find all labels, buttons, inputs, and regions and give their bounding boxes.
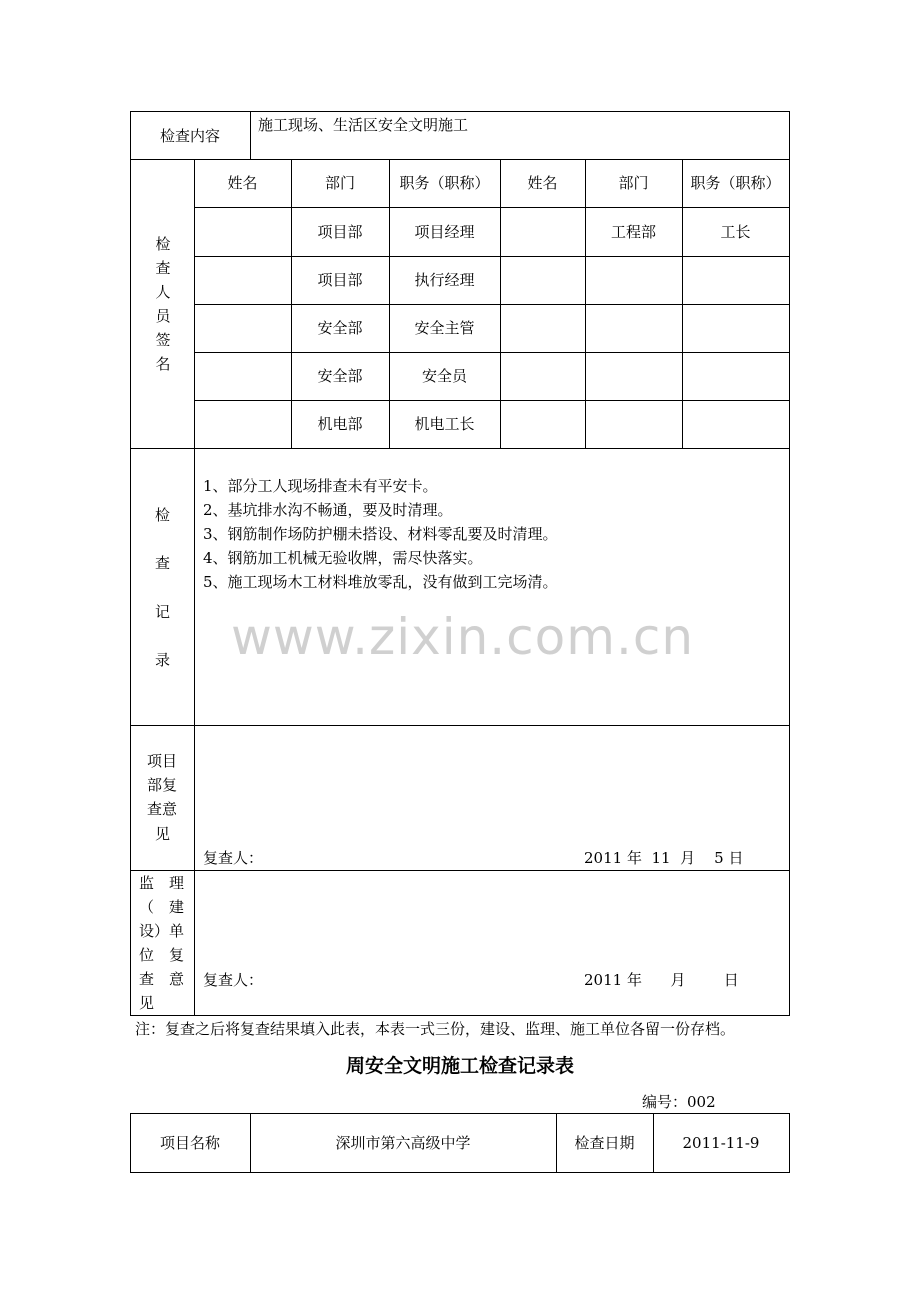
inspectors-label-char: 签 (155, 331, 171, 349)
supervisor-reviewer-label: 复查人： (203, 971, 264, 989)
record-item: 1、部分工人现场排查未有平安卡。 (203, 477, 438, 495)
check-content-label: 检查内容 (160, 127, 221, 145)
header-role-1: 职务（职称） (399, 174, 490, 192)
table-border-top (130, 1113, 790, 1114)
project-review-label-line: 见 (155, 825, 171, 843)
row-divider (194, 352, 790, 353)
project-review-label-line: 项目 (147, 752, 178, 770)
table-border-top (130, 111, 790, 112)
table-cell-dept: 安全部 (317, 367, 363, 385)
supervisor-review-date: 2011 年 月 日 (584, 971, 739, 989)
col-divider (682, 159, 683, 448)
record-item: 3、钢筋制作场防护棚未搭设、材料零乱要及时清理。 (203, 525, 558, 543)
table-cell-role: 项目经理 (414, 223, 475, 241)
check-content-value: 施工现场、生活区安全文明施工 (258, 116, 469, 134)
col-divider (500, 159, 501, 448)
record-label-char: 记 (155, 603, 171, 621)
table-border-bottom (130, 1015, 790, 1016)
table-cell-dept: 机电部 (317, 415, 363, 433)
table-cell-role: 安全员 (421, 367, 467, 385)
record-label-char: 录 (155, 651, 171, 669)
table-cell-role: 工长 (720, 223, 751, 241)
header-name-2: 姓名 (527, 174, 558, 192)
watermark: www.zixin.com.cn (231, 608, 695, 666)
record-label-char: 检 (155, 506, 171, 524)
inspectors-label-char: 员 (155, 307, 171, 325)
record-item: 2、基坑排水沟不畅通，要及时清理。 (203, 501, 453, 519)
record-label-char: 查 (155, 554, 171, 572)
row-divider (130, 159, 790, 160)
supervisor-label-line: 查 意 (139, 970, 185, 988)
header-role-2: 职务（职称） (690, 174, 781, 192)
table-cell-dept: 安全部 (317, 319, 363, 337)
inspectors-label-char: 查 (155, 259, 171, 277)
row-divider (130, 725, 790, 726)
project-name-label: 项目名称 (159, 1134, 220, 1152)
table-cell-role: 执行经理 (414, 271, 475, 289)
record-item: 4、钢筋加工机械无验收牌，需尽快落实。 (203, 549, 483, 567)
row-divider (130, 448, 790, 449)
row-divider (130, 870, 790, 871)
check-date-label: 检查日期 (574, 1134, 635, 1152)
project-review-date: 2011 年 11 月 5 日 (584, 849, 744, 867)
inspectors-label (153, 232, 173, 376)
table-cell-dept: 项目部 (317, 271, 363, 289)
table-cell-dept: 项目部 (317, 223, 363, 241)
project-review-label-line: 部复 (147, 776, 178, 794)
col-divider (194, 870, 195, 1015)
project-review-label-line: 查意 (147, 800, 178, 818)
header-dept-2: 部门 (618, 174, 649, 192)
table-border-right (789, 111, 790, 1016)
inspectors-label-char: 人 (155, 283, 171, 301)
col-divider (291, 159, 292, 448)
table-cell-dept: 工程部 (610, 223, 656, 241)
supervisor-label-line: （ 建 (139, 898, 185, 916)
record-item: 5、施工现场木工材料堆放零乱，没有做到工完场清。 (203, 573, 558, 591)
col-divider (389, 159, 390, 448)
page-title: 周安全文明施工检查记录表 (345, 1055, 574, 1077)
footnote: 注：复查之后将复查结果填入此表，本表一式三份，建设、监理、施工单位各留一份存档。 (135, 1020, 736, 1038)
supervisor-label-line: 见 (139, 994, 155, 1012)
table-border-bottom (130, 1172, 790, 1173)
table-border-left (130, 111, 131, 1016)
table-cell-role: 机电工长 (414, 415, 475, 433)
inspectors-label-char: 检 (155, 235, 171, 253)
row-divider (194, 207, 790, 208)
table-cell-role: 安全主管 (414, 319, 475, 337)
col-divider (585, 159, 586, 448)
header-dept-1: 部门 (324, 174, 355, 192)
form-number: 编号：002 (642, 1093, 716, 1111)
row-divider (194, 400, 790, 401)
header-name-1: 姓名 (227, 174, 258, 192)
table-border-right (789, 1113, 790, 1173)
row-divider (194, 304, 790, 305)
project-reviewer-label: 复查人： (203, 849, 264, 867)
supervisor-label-line: 监 理 (139, 874, 185, 892)
inspectors-label-char: 名 (155, 355, 171, 373)
supervisor-label-line: 位 复 (139, 946, 185, 964)
col-divider (194, 159, 195, 870)
row-divider (194, 256, 790, 257)
check-date-value: 2011-11-9 (682, 1134, 760, 1152)
col-divider (250, 111, 251, 159)
supervisor-label-line: 设）单 (139, 922, 185, 940)
project-name-value: 深圳市第六高级中学 (335, 1134, 471, 1152)
